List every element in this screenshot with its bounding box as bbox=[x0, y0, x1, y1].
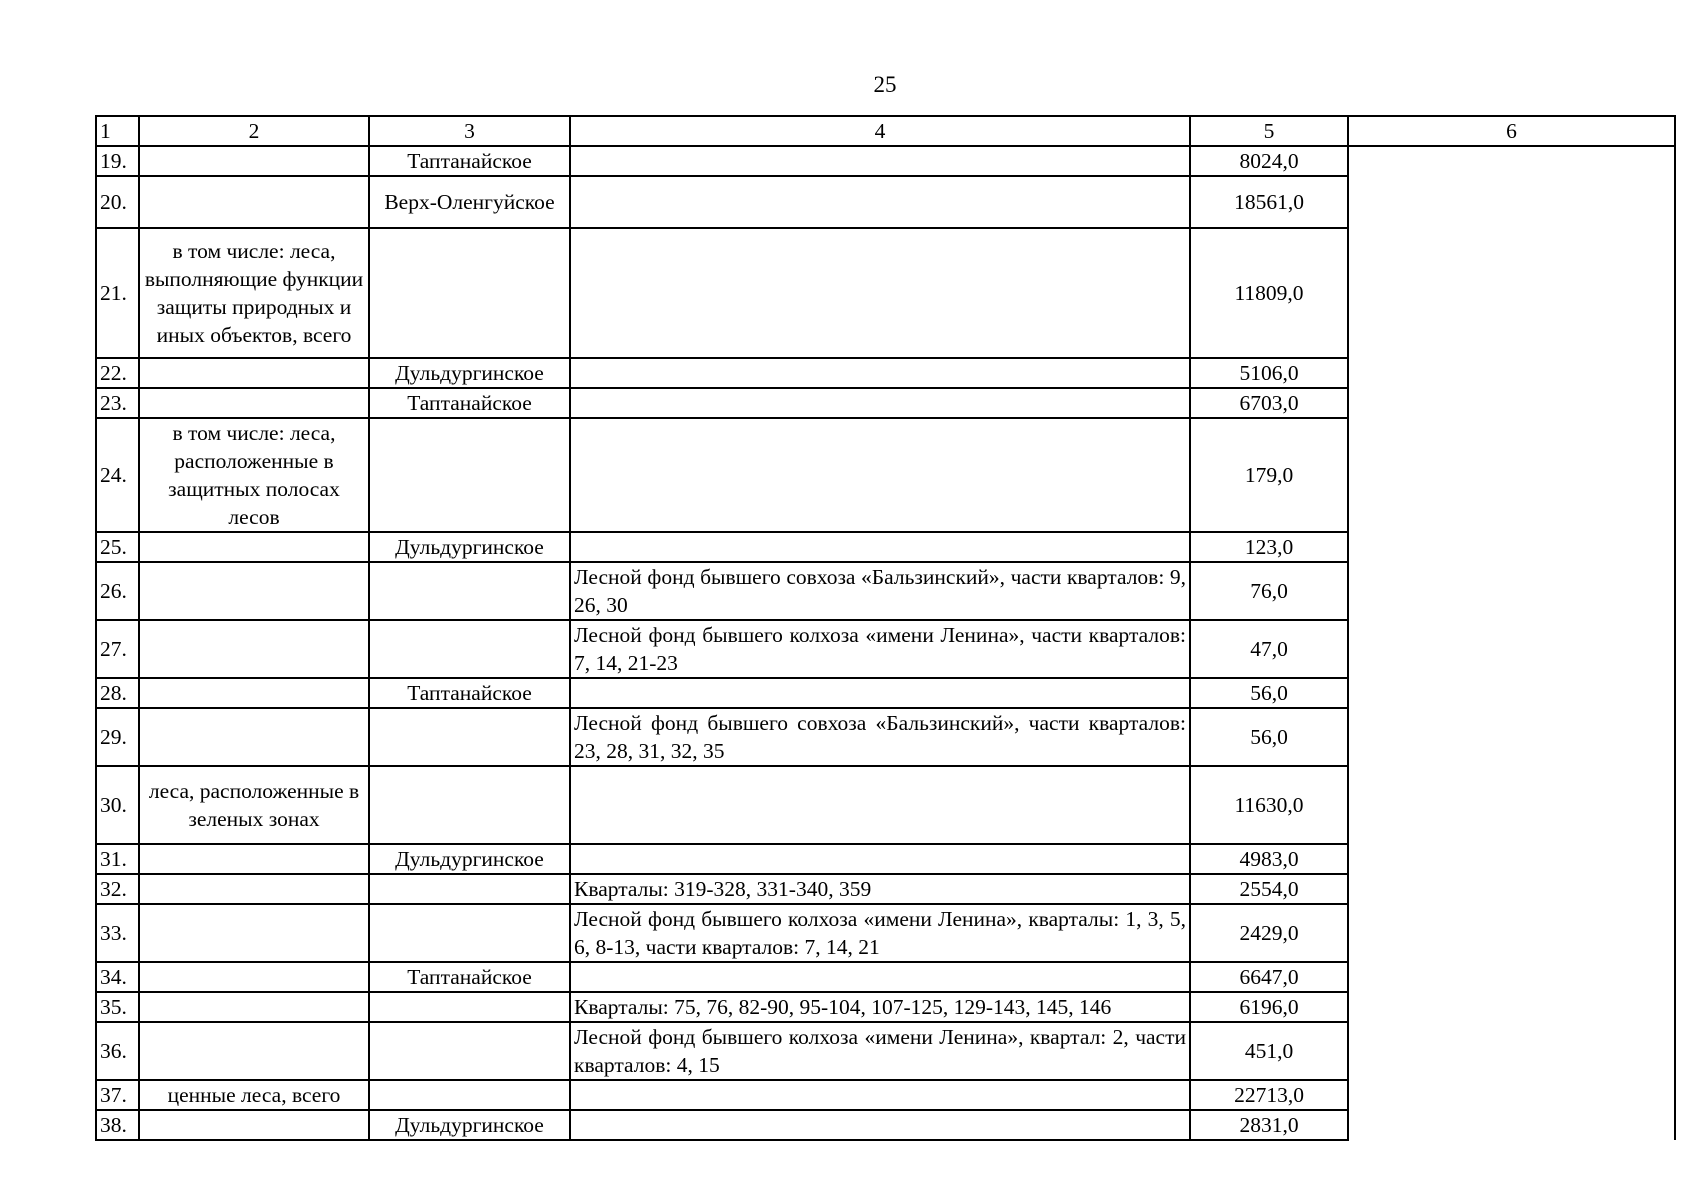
area-value: 2831,0 bbox=[1190, 1110, 1348, 1140]
header-row bbox=[96, 116, 1675, 146]
forest-category bbox=[139, 388, 369, 418]
location-description bbox=[570, 766, 1190, 844]
area-value: 123,0 bbox=[1190, 532, 1348, 562]
page-number: 25 bbox=[873, 72, 897, 97]
forestry-district bbox=[369, 766, 570, 844]
location-description: Лесной фонд бывшего совхоза «Бальзинский», части кварталов: 9, 26, 30 bbox=[570, 562, 1190, 620]
location-description: Лесной фонд бывшего колхоза «имени Ленина», кварталы: 1, 3, 5, 6, 8-13, части кварталов: 7, 14, 21 bbox=[570, 904, 1190, 962]
area-value: 8024,0 bbox=[1190, 146, 1348, 176]
location-description bbox=[570, 358, 1190, 388]
row-number: 21. bbox=[96, 228, 139, 358]
forest-category bbox=[139, 844, 369, 874]
forestry-district: Таптанайское bbox=[369, 962, 570, 992]
column-6-empty bbox=[1348, 146, 1675, 1140]
forestry-district: Дульдургинское bbox=[369, 532, 570, 562]
location-description bbox=[570, 1110, 1190, 1140]
area-value: 2554,0 bbox=[1190, 874, 1348, 904]
forestry-district bbox=[369, 904, 570, 962]
forestry-district bbox=[369, 1022, 570, 1080]
forestry-district bbox=[369, 418, 570, 532]
forestry-district bbox=[369, 992, 570, 1022]
header-col-2: 2 bbox=[139, 116, 369, 146]
forest-category bbox=[139, 176, 369, 228]
row-number: 28. bbox=[96, 678, 139, 708]
area-value: 47,0 bbox=[1190, 620, 1348, 678]
area-value: 5106,0 bbox=[1190, 358, 1348, 388]
area-value: 6703,0 bbox=[1190, 388, 1348, 418]
row-number: 30. bbox=[96, 766, 139, 844]
area-value: 179,0 bbox=[1190, 418, 1348, 532]
row-number: 24. bbox=[96, 418, 139, 532]
forestry-district: Дульдургинское bbox=[369, 358, 570, 388]
area-value: 56,0 bbox=[1190, 678, 1348, 708]
forestry-district bbox=[369, 562, 570, 620]
row-number: 22. bbox=[96, 358, 139, 388]
row-number: 20. bbox=[96, 176, 139, 228]
area-value: 56,0 bbox=[1190, 708, 1348, 766]
forestry-district: Дульдургинское bbox=[369, 1110, 570, 1140]
area-value: 76,0 bbox=[1190, 562, 1348, 620]
row-number: 26. bbox=[96, 562, 139, 620]
forest-category: леса, расположенные в зеленых зонах bbox=[139, 766, 369, 844]
forest-category bbox=[139, 874, 369, 904]
area-value: 4983,0 bbox=[1190, 844, 1348, 874]
forestry-district bbox=[369, 1080, 570, 1110]
forest-category bbox=[139, 146, 369, 176]
forestry-district bbox=[369, 874, 570, 904]
forest-category bbox=[139, 992, 369, 1022]
row-number: 29. bbox=[96, 708, 139, 766]
forestry-district: Таптанайское bbox=[369, 388, 570, 418]
forest-category: в том числе: леса, выполняющие функции защиты природных и иных объектов, всего bbox=[139, 228, 369, 358]
forestry-district bbox=[369, 708, 570, 766]
location-description bbox=[570, 844, 1190, 874]
row-number: 19. bbox=[96, 146, 139, 176]
header-col-1: 1 bbox=[96, 116, 139, 146]
forest-category bbox=[139, 904, 369, 962]
forest-category bbox=[139, 620, 369, 678]
location-description bbox=[570, 418, 1190, 532]
forestry-district: Таптанайское bbox=[369, 678, 570, 708]
area-value: 11630,0 bbox=[1190, 766, 1348, 844]
row-number: 27. bbox=[96, 620, 139, 678]
location-description: Лесной фонд бывшего колхоза «имени Ленина», квартал: 2, части кварталов: 4, 15 bbox=[570, 1022, 1190, 1080]
header-col-5: 5 bbox=[1190, 116, 1348, 146]
forest-category bbox=[139, 358, 369, 388]
location-description: Кварталы: 75, 76, 82-90, 95-104, 107-125, 129-143, 145, 146 bbox=[570, 992, 1190, 1022]
location-description bbox=[570, 1080, 1190, 1110]
forest-area-table bbox=[95, 115, 1676, 1141]
location-description bbox=[570, 532, 1190, 562]
table-row bbox=[96, 146, 1675, 176]
location-description bbox=[570, 962, 1190, 992]
forest-category bbox=[139, 532, 369, 562]
location-description: Лесной фонд бывшего колхоза «имени Ленина», части кварталов: 7, 14, 21-23 bbox=[570, 620, 1190, 678]
header-col-3: 3 bbox=[369, 116, 570, 146]
area-value: 18561,0 bbox=[1190, 176, 1348, 228]
forest-category bbox=[139, 562, 369, 620]
forest-category bbox=[139, 1022, 369, 1080]
forest-category bbox=[139, 678, 369, 708]
location-description: Лесной фонд бывшего совхоза «Бальзинский», части кварталов: 23, 28, 31, 32, 35 bbox=[570, 708, 1190, 766]
area-value: 6647,0 bbox=[1190, 962, 1348, 992]
location-description bbox=[570, 228, 1190, 358]
row-number: 33. bbox=[96, 904, 139, 962]
area-value: 6196,0 bbox=[1190, 992, 1348, 1022]
row-number: 35. bbox=[96, 992, 139, 1022]
forestry-district: Дульдургинское bbox=[369, 844, 570, 874]
forest-category: ценные леса, всего bbox=[139, 1080, 369, 1110]
location-description bbox=[570, 678, 1190, 708]
forestry-district bbox=[369, 228, 570, 358]
row-number: 31. bbox=[96, 844, 139, 874]
area-value: 451,0 bbox=[1190, 1022, 1348, 1080]
row-number: 23. bbox=[96, 388, 139, 418]
forest-category bbox=[139, 962, 369, 992]
location-description bbox=[570, 388, 1190, 418]
area-value: 11809,0 bbox=[1190, 228, 1348, 358]
row-number: 36. bbox=[96, 1022, 139, 1080]
area-value: 2429,0 bbox=[1190, 904, 1348, 962]
header-col-6: 6 bbox=[1348, 116, 1675, 146]
forest-category: в том числе: леса, расположенные в защитных полосах лесов bbox=[139, 418, 369, 532]
row-number: 25. bbox=[96, 532, 139, 562]
forestry-district: Верх-Оленгуйское bbox=[369, 176, 570, 228]
row-number: 32. bbox=[96, 874, 139, 904]
forest-category bbox=[139, 1110, 369, 1140]
header-col-4: 4 bbox=[570, 116, 1190, 146]
location-description bbox=[570, 146, 1190, 176]
forestry-district: Таптанайское bbox=[369, 146, 570, 176]
location-description bbox=[570, 176, 1190, 228]
forest-category bbox=[139, 708, 369, 766]
location-description: Кварталы: 319-328, 331-340, 359 bbox=[570, 874, 1190, 904]
area-value: 22713,0 bbox=[1190, 1080, 1348, 1110]
row-number: 34. bbox=[96, 962, 139, 992]
row-number: 38. bbox=[96, 1110, 139, 1140]
row-number: 37. bbox=[96, 1080, 139, 1110]
forestry-district bbox=[369, 620, 570, 678]
